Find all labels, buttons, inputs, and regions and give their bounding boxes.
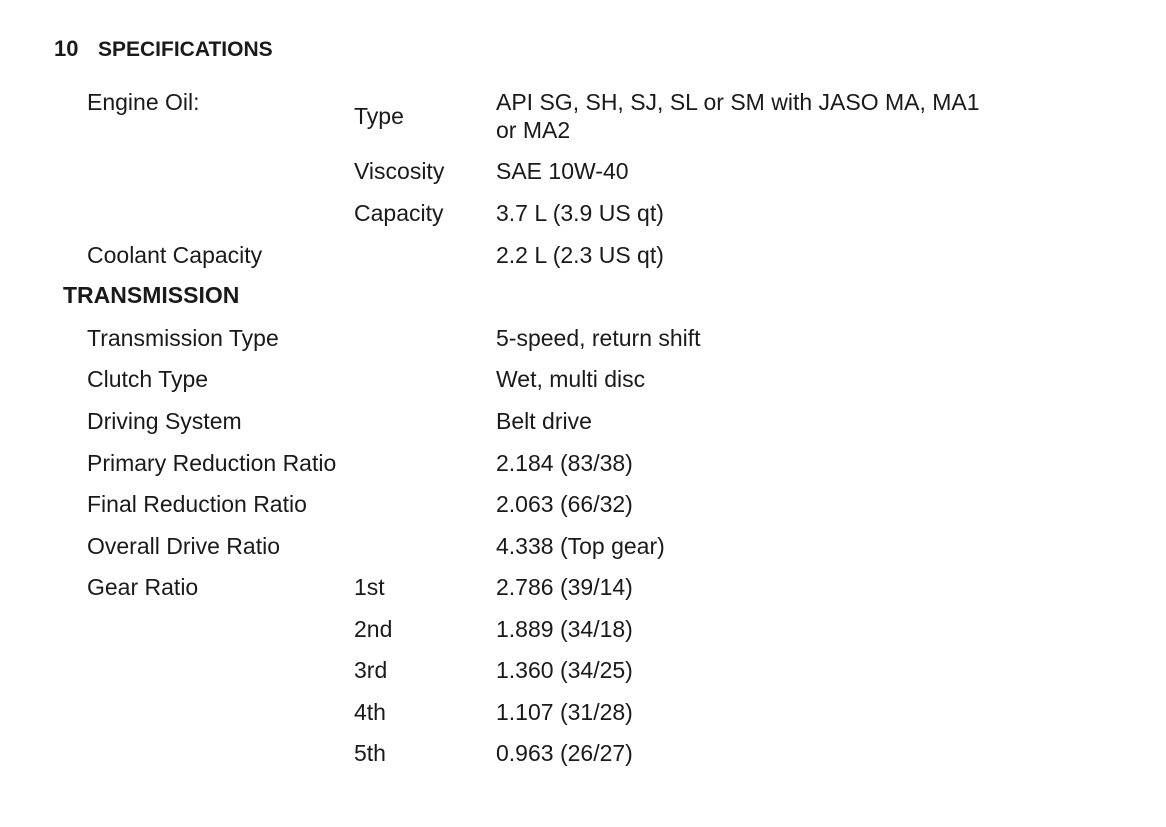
gear-ratio-value: 1.889 (34/18)	[496, 616, 633, 642]
oil-type-label: Type	[354, 103, 404, 129]
gear-label: 2nd	[354, 616, 393, 642]
oil-type-value-line1: API SG, SH, SJ, SL or SM with JASO MA, MA1	[496, 89, 980, 115]
spec-label-driving-system: Driving System	[87, 408, 242, 434]
gear-label: 3rd	[354, 657, 388, 683]
spec-value-clutch-type: Wet, multi disc	[496, 366, 646, 392]
spec-label-clutch-type: Clutch Type	[87, 366, 209, 392]
spec-label-overall-drive-ratio: Overall Drive Ratio	[87, 533, 280, 559]
spec-value-overall-drive-ratio: 4.338 (Top gear)	[496, 533, 665, 559]
transmission-heading: TRANSMISSION	[63, 282, 240, 308]
spec-label-final-reduction-ratio: Final Reduction Ratio	[87, 491, 307, 517]
coolant-capacity-value: 2.2 L (2.3 US qt)	[496, 242, 664, 268]
gear-label: 5th	[354, 740, 386, 766]
spec-value-primary-reduction-ratio: 2.184 (83/38)	[496, 450, 633, 476]
page-header	[54, 36, 273, 62]
gear-ratio-value: 2.786 (39/14)	[496, 574, 633, 600]
gear-ratio-value: 1.360 (34/25)	[496, 657, 633, 683]
spec-value-transmission-type: 5-speed, return shift	[496, 325, 701, 351]
coolant-capacity-label: Coolant Capacity	[87, 242, 263, 268]
oil-viscosity-label: Viscosity	[354, 158, 445, 184]
spec-value-driving-system: Belt drive	[496, 408, 592, 434]
spec-label-transmission-type: Transmission Type	[87, 325, 279, 351]
oil-capacity-value: 3.7 L (3.9 US qt)	[496, 200, 664, 226]
engine-oil-label: Engine Oil:	[87, 89, 200, 115]
gear-label: 1st	[354, 574, 385, 600]
gear-ratio-value: 0.963 (26/27)	[496, 740, 633, 766]
spec-label-primary-reduction-ratio: Primary Reduction Ratio	[87, 450, 337, 476]
oil-viscosity-value: SAE 10W-40	[496, 158, 629, 184]
spec-value-final-reduction-ratio: 2.063 (66/32)	[496, 491, 633, 517]
page-number: 10	[54, 36, 79, 61]
oil-type-value-line2: or MA2	[496, 117, 571, 143]
page-title: SPECIFICATIONS	[98, 38, 273, 61]
gear-ratio-label: Gear Ratio	[87, 574, 199, 600]
oil-capacity-label: Capacity	[354, 200, 444, 226]
gear-label: 4th	[354, 699, 386, 725]
gear-ratio-value: 1.107 (31/28)	[496, 699, 633, 725]
